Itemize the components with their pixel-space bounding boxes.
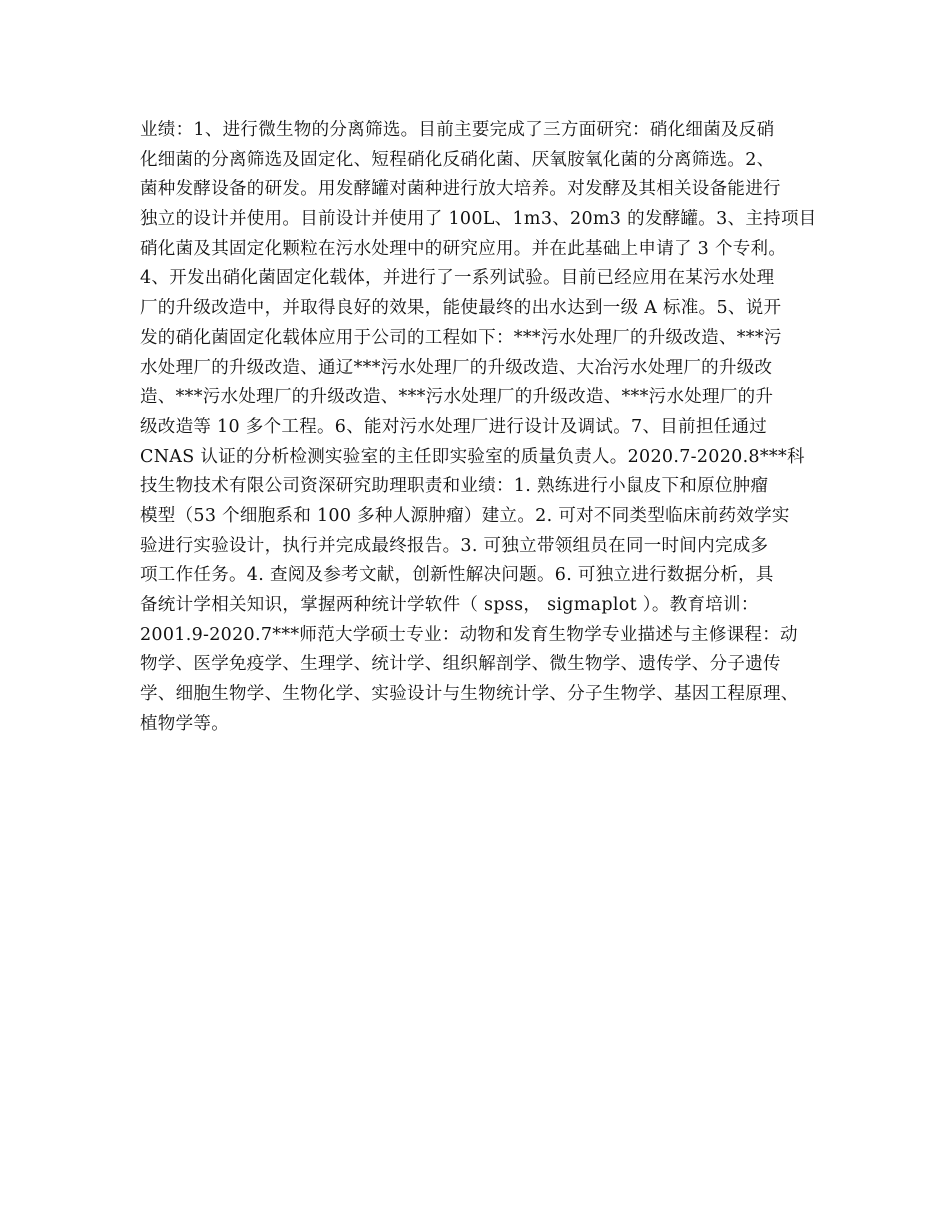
text-line: 技生物技术有限公司资深研究助理职责和业绩：1. 熟练进行小鼠皮下和原位肿瘤 [140,476,769,497]
text-line: 造、***污水处理厂的升级改造、***污水处理厂的升级改造、***污水处理厂的升 [140,387,774,408]
text-line: 模型（53 个细胞系和 100 多种人源肿瘤）建立。2. 可对不同类型临床前药效学实 [140,505,790,526]
text-line: 验进行实验设计，执行并完成最终报告。3. 可独立带领组员在同一时间内完成多 [140,535,769,556]
text-line: CNAS 认证的分析检测实验室的主任即实验室的质量负责人。2020.7-2020.8***科 [140,446,805,467]
text-line: 4、开发出硝化菌固定化载体，并进行了一系列试验。目前已经应用在某污水处理 [140,268,775,289]
text-line: 级改造等 10 多个工程。6、能对污水处理厂进行设计及调试。7、目前担任通过 [140,416,768,437]
text-line: 硝化菌及其固定化颗粒在污水处理中的研究应用。并在此基础上申请了 3 个专利。 [140,238,787,259]
text-line: 化细菌的分离筛选及固定化、短程硝化反硝化菌、厌氧胺氧化菌的分离筛选。2、 [140,149,775,170]
body-paragraph [140,116,830,739]
text-line: 学、细胞生物学、生物化学、实验设计与生物统计学、分子生物学、基因工程原理、 [140,684,799,705]
text-line: 厂的升级改造中，并取得良好的效果，能使最终的出水达到一级 A 标准。5、说开 [140,298,782,319]
text-line: 植物学等。 [140,713,229,734]
text-line: 2001.9-2020.7***师范大学硕士专业：动物和发育生物学专业描述与主修课程：动 [140,624,798,645]
text-line: 物学、医学免疫学、生理学、统计学、组织解剖学、微生物学、遗传学、分子遗传 [140,654,781,675]
text-line: 备统计学相关知识，掌握两种统计学软件（ spss， sigmaplot ）。教育培训： [140,595,759,615]
text-line: 发的硝化菌固定化载体应用于公司的工程如下：***污水处理厂的升级改造、***污 [140,327,782,348]
text-line: 项工作任务。4. 查阅及参考文献，创新性解决问题。6. 可独立进行数据分析，具 [140,565,774,586]
text-line: 业绩：1、进行微生物的分离筛选。目前主要完成了三方面研究：硝化细菌及反硝 [140,120,775,140]
text-line: 菌种发酵设备的研发。用发酵罐对菌种进行放大培养。对发酵及其相关设备能进行 [140,179,781,200]
text-line: 水处理厂的升级改造、通辽***污水处理厂的升级改造、大冶污水处理厂的升级改 [140,357,773,378]
text-line: 独立的设计并使用。目前设计并使用了 100L、1m3、20m3 的发酵罐。3、主持项目 [140,209,817,230]
